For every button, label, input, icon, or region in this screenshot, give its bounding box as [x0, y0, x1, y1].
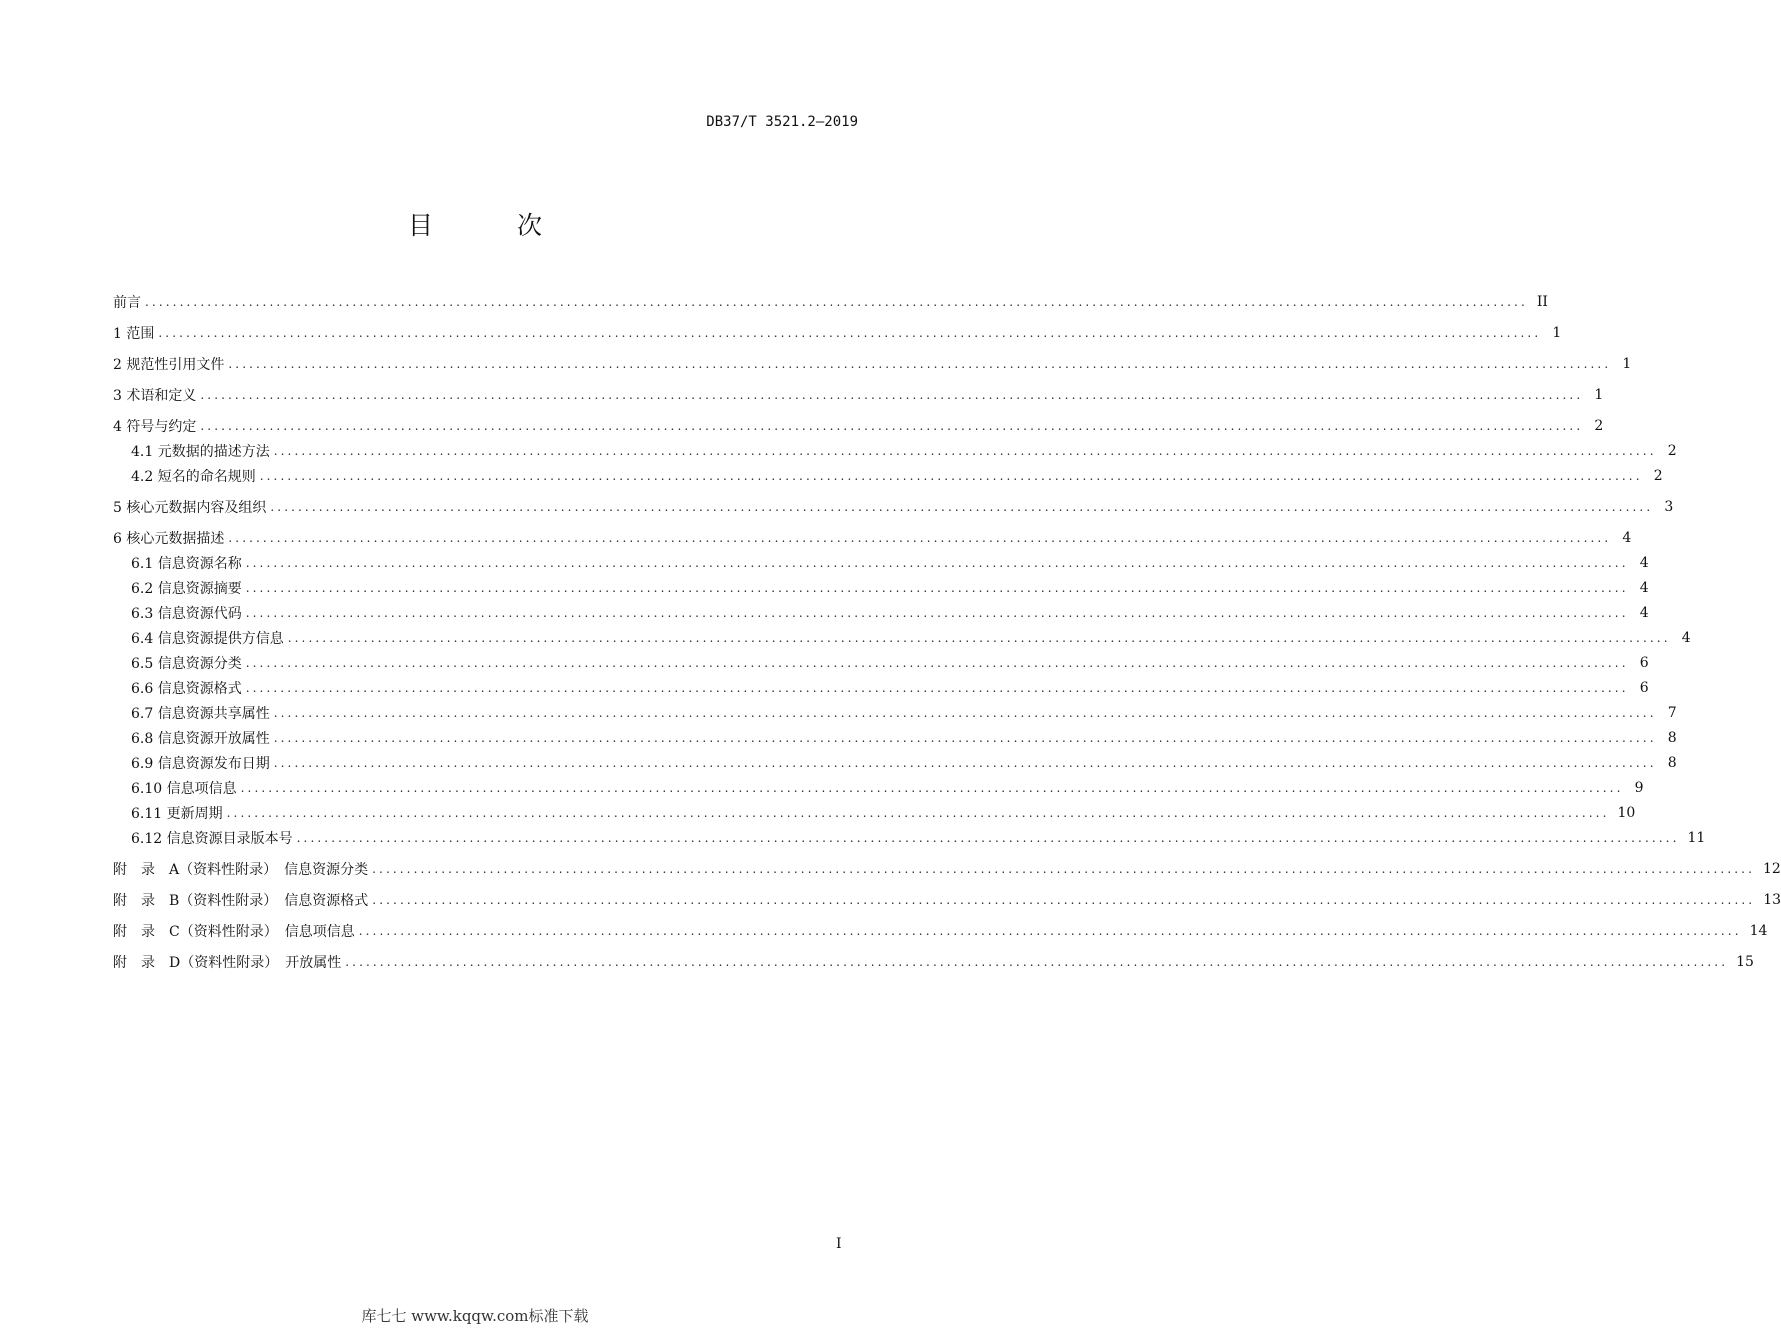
dot-leader: ........................................................................................................................................................................................................ — [226, 805, 1610, 820]
dot-leader: ........................................................................................................................................................................................................ — [245, 655, 1629, 670]
toc-entry-label: 3 术语和定义 — [113, 387, 197, 404]
toc-entry-label: 6.8 信息资源开放属性 — [131, 730, 270, 747]
standard-number: DB37/T 3521.2—2019 — [706, 114, 858, 130]
toc-entry-page: 8 — [1667, 754, 1677, 771]
toc-entry-page: 1 — [1594, 386, 1604, 403]
toc-entry-page: 13 — [1763, 891, 1781, 908]
dot-leader: ........................................................................................................................................................................................................ — [372, 892, 1756, 907]
toc-entry[interactable] — [113, 853, 1781, 884]
dot-leader: ........................................................................................................................................................................................................ — [259, 468, 1643, 483]
toc-entry[interactable] — [113, 410, 1604, 441]
toc-entry-page: 14 — [1749, 922, 1768, 939]
toc-entry-page: 10 — [1617, 804, 1636, 821]
toc-entry[interactable] — [113, 379, 1604, 410]
toc-entry-label: 6.5 信息资源分类 — [131, 655, 242, 672]
dot-leader: ........................................................................................................................................................................................................ — [245, 580, 1629, 595]
toc-entry-page: 2 — [1653, 467, 1663, 484]
toc-entry[interactable] — [113, 625, 1691, 650]
dot-leader: ........................................................................................................................................................................................................ — [240, 780, 1624, 795]
dot-leader: ........................................................................................................................................................................................................ — [228, 356, 1612, 371]
toc-entry-page: 1 — [1622, 355, 1632, 372]
dot-leader: ........................................................................................................................................................................................................ — [200, 418, 1584, 433]
toc-entry-label: 6.11 更新周期 — [131, 805, 223, 822]
toc-entry-label: 4.2 短名的命名规则 — [131, 468, 256, 485]
toc-entry-label: 6.10 信息项信息 — [131, 780, 237, 797]
toc-entry[interactable] — [113, 600, 1649, 625]
toc-entry[interactable] — [113, 438, 1677, 463]
toc-entry-label: 6.6 信息资源格式 — [131, 680, 242, 697]
toc-entry[interactable] — [113, 675, 1649, 700]
toc-entry-page: 4 — [1622, 529, 1632, 546]
toc-entry-page: 6 — [1639, 654, 1649, 671]
toc-entry-label: 附 录 D（资料性附录） 开放属性 — [113, 954, 342, 971]
dot-leader: ........................................................................................................................................................................................................ — [287, 630, 1671, 645]
toc-entry-label: 2 规范性引用文件 — [113, 356, 225, 373]
toc-entry-page: 4 — [1639, 604, 1649, 621]
toc-entry[interactable] — [113, 522, 1632, 553]
toc-entry-page: 3 — [1664, 498, 1674, 515]
toc-entry-page: 2 — [1594, 417, 1604, 434]
toc-entry-label: 前言 — [113, 294, 141, 311]
toc-entry-page: 6 — [1639, 679, 1649, 696]
toc-entry-page: 2 — [1667, 442, 1677, 459]
toc-entry[interactable] — [113, 650, 1649, 675]
toc-entry-page: 15 — [1736, 953, 1754, 970]
dot-leader: ........................................................................................................................................................................................................ — [145, 294, 1528, 309]
page-title: 目 次 — [408, 211, 580, 240]
toc-entry-page: 7 — [1667, 704, 1677, 721]
toc-entry-page: 8 — [1667, 729, 1677, 746]
dot-leader: ........................................................................................................................................................................................................ — [296, 830, 1680, 845]
toc-entry[interactable] — [113, 775, 1644, 800]
dot-leader: ........................................................................................................................................................................................................ — [245, 680, 1629, 695]
toc-entry[interactable] — [113, 463, 1663, 488]
toc-entry-label: 1 范围 — [113, 325, 155, 342]
dot-leader: ........................................................................................................................................................................................................ — [273, 755, 1657, 770]
toc-entry-page: 4 — [1639, 554, 1649, 571]
toc-entry-label: 6.2 信息资源摘要 — [131, 580, 242, 597]
toc-entry-page: 4 — [1681, 629, 1691, 646]
toc-entry[interactable] — [113, 884, 1781, 915]
dot-leader: ........................................................................................................................................................................................................ — [200, 387, 1584, 402]
toc-entry-page: 12 — [1763, 860, 1781, 877]
toc-entry[interactable] — [113, 825, 1706, 850]
toc-entry[interactable] — [113, 286, 1548, 317]
toc-entry-page: 4 — [1639, 579, 1649, 596]
toc-entry-label: 6.4 信息资源提供方信息 — [131, 630, 284, 647]
toc-entry-label: 5 核心元数据内容及组织 — [113, 499, 267, 516]
toc-entry[interactable] — [113, 317, 1562, 348]
toc-entry[interactable] — [113, 800, 1636, 825]
dot-leader: ........................................................................................................................................................................................................ — [273, 443, 1657, 458]
toc-entry-label: 4.1 元数据的描述方法 — [131, 443, 270, 460]
toc-entry-label: 4 符号与约定 — [113, 418, 197, 435]
toc-entry-page: 11 — [1687, 829, 1706, 846]
toc-entry-label: 6 核心元数据描述 — [113, 530, 225, 547]
dot-leader: ........................................................................................................................................................................................................ — [245, 555, 1629, 570]
table-of-contents — [113, 286, 1781, 977]
watermark: 库七七 www.kqqw.com标准下载 — [361, 1307, 589, 1325]
toc-entry[interactable] — [113, 915, 1768, 946]
toc-entry[interactable] — [113, 348, 1632, 379]
dot-leader: ........................................................................................................................................................................................................ — [228, 530, 1612, 545]
toc-entry[interactable] — [113, 946, 1754, 977]
toc-entry-page: 9 — [1634, 779, 1644, 796]
toc-entry[interactable] — [113, 725, 1677, 750]
toc-entry-label: 附 录 A（资料性附录） 信息资源分类 — [113, 861, 369, 878]
dot-leader: ........................................................................................................................................................................................................ — [358, 923, 1742, 938]
dot-leader: ........................................................................................................................................................................................................ — [245, 605, 1629, 620]
toc-entry-label: 6.7 信息资源共享属性 — [131, 705, 270, 722]
toc-entry-page: II — [1536, 293, 1548, 310]
toc-entry[interactable] — [113, 700, 1677, 725]
dot-leader: ........................................................................................................................................................................................................ — [158, 325, 1542, 340]
toc-entry-label: 6.1 信息资源名称 — [131, 555, 242, 572]
toc-entry[interactable] — [113, 491, 1674, 522]
dot-leader: ........................................................................................................................................................................................................ — [273, 730, 1657, 745]
toc-entry-label: 6.12 信息资源目录版本号 — [131, 830, 293, 847]
dot-leader: ........................................................................................................................................................................................................ — [270, 499, 1654, 514]
toc-entry-label: 6.9 信息资源发布日期 — [131, 755, 270, 772]
page-number: I — [836, 1236, 842, 1252]
toc-entry[interactable] — [113, 550, 1649, 575]
toc-entry-label: 6.3 信息资源代码 — [131, 605, 242, 622]
toc-entry-page: 1 — [1552, 324, 1562, 341]
dot-leader: ........................................................................................................................................................................................................ — [372, 861, 1755, 876]
dot-leader: ........................................................................................................................................................................................................ — [273, 705, 1657, 720]
toc-entry[interactable] — [113, 750, 1677, 775]
toc-entry-label: 附 录 C（资料性附录） 信息项信息 — [113, 923, 355, 940]
dot-leader: ........................................................................................................................................................................................................ — [345, 954, 1729, 969]
toc-entry-label: 附 录 B（资料性附录） 信息资源格式 — [113, 892, 369, 909]
toc-entry[interactable] — [113, 575, 1649, 600]
